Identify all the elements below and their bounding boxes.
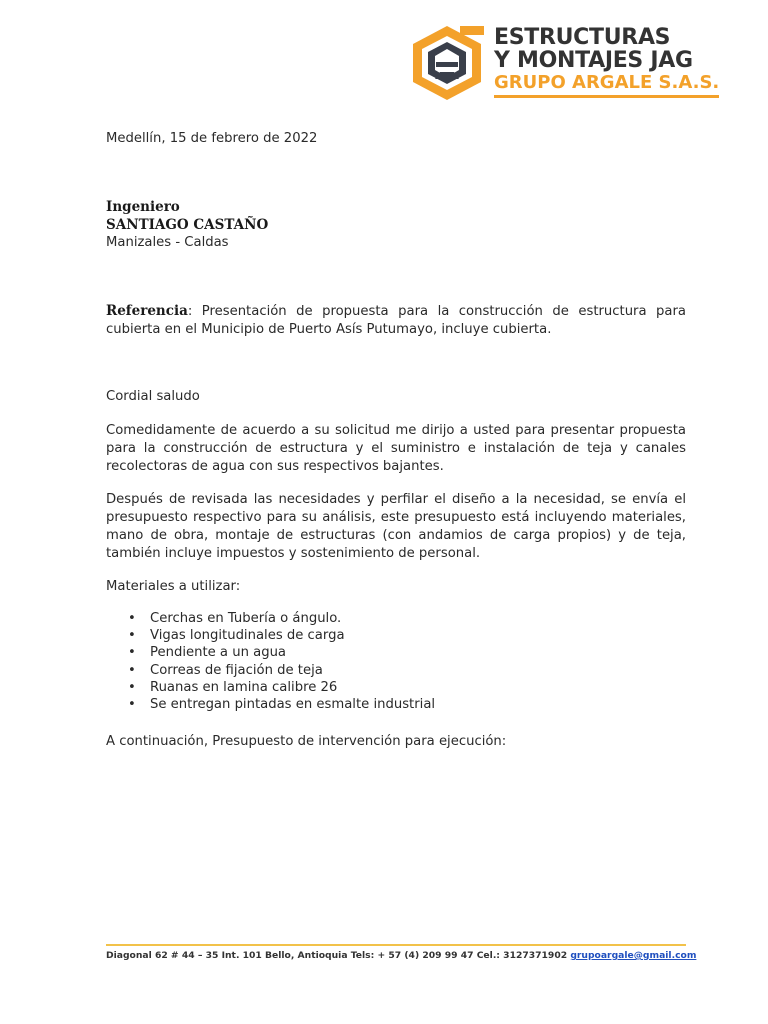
recipient-location: Manizales - Caldas bbox=[106, 235, 229, 250]
list-item bbox=[106, 610, 435, 627]
footer bbox=[106, 950, 697, 961]
letter-date: Medellín, 15 de febrero de 2022 bbox=[106, 131, 318, 146]
list-item bbox=[106, 679, 435, 696]
material-label: Correas de fijación de teja bbox=[150, 662, 323, 678]
footer-divider bbox=[106, 944, 686, 946]
bullet-icon: • bbox=[128, 628, 136, 644]
list-item bbox=[106, 627, 435, 644]
recipient-name: SANTIAGO CASTAÑO bbox=[106, 217, 269, 233]
material-label: Ruanas en lamina calibre 26 bbox=[150, 679, 338, 695]
footer-email-link[interactable]: grupoargale@gmail.com bbox=[570, 950, 697, 961]
company-logo bbox=[406, 22, 720, 104]
logo-line-1: ESTRUCTURAS bbox=[494, 25, 671, 50]
bullet-icon: • bbox=[128, 611, 136, 626]
logo-line-3: GRUPO ARGALE S.A.S. bbox=[494, 72, 719, 98]
material-label: Cerchas en Tubería o ángulo. bbox=[150, 611, 342, 626]
recipient-title: Ingeniero bbox=[106, 199, 180, 215]
paragraph-1: Comedidamente de acuerdo a su solicitud me dirijo a usted para presentar propuesta para la construcción de estructura y el suministro e instalación de teja y canales recolectoras de agua con sus respectivos bajantes. bbox=[106, 423, 686, 474]
material-label: Se entregan pintadas en esmalte industrial bbox=[150, 697, 436, 713]
materials-list bbox=[106, 610, 435, 713]
greeting: Cordial saludo bbox=[106, 389, 200, 404]
list-item bbox=[106, 662, 435, 679]
bullet-icon: • bbox=[128, 645, 136, 661]
material-label: Pendiente a un agua bbox=[150, 645, 287, 661]
closing-line: A continuación, Presupuesto de intervención para ejecución: bbox=[106, 734, 507, 749]
footer-address: Diagonal 62 # 44 – 35 Int. 101 Bello, Antioquia Tels: + 57 (4) 209 99 47 Cel.: 3127371902 bbox=[106, 950, 571, 961]
reference-text: : Presentación de propuesta para la construcción de estructura para cubierta en el Municipio de Puerto Asís Putumayo, incluye cubierta. bbox=[106, 304, 686, 337]
list-item bbox=[106, 644, 435, 661]
reference-block bbox=[106, 302, 686, 339]
reference-label: Referencia bbox=[106, 303, 188, 319]
logo-text bbox=[494, 26, 719, 98]
materials-heading: Materiales a utilizar: bbox=[106, 579, 241, 594]
paragraph-2: Después de revisada las necesidades y perfilar el diseño a la necesidad, se envía el presupuesto respectivo para su análisis, este presupuesto está incluyendo materiales, mano de obra, montaje de estructuras (con andamios de carga propios) y de teja, también incluye impuestos y sostenimiento de personal. bbox=[106, 492, 686, 561]
material-label: Vigas longitudinales de carga bbox=[150, 628, 345, 644]
list-item bbox=[106, 696, 435, 713]
logo-line-2: Y MONTAJES JAG bbox=[494, 48, 693, 73]
bullet-icon: • bbox=[128, 662, 136, 678]
company-logo-icon bbox=[406, 22, 488, 104]
bullet-icon: • bbox=[128, 679, 136, 695]
bullet-icon: • bbox=[128, 697, 136, 713]
